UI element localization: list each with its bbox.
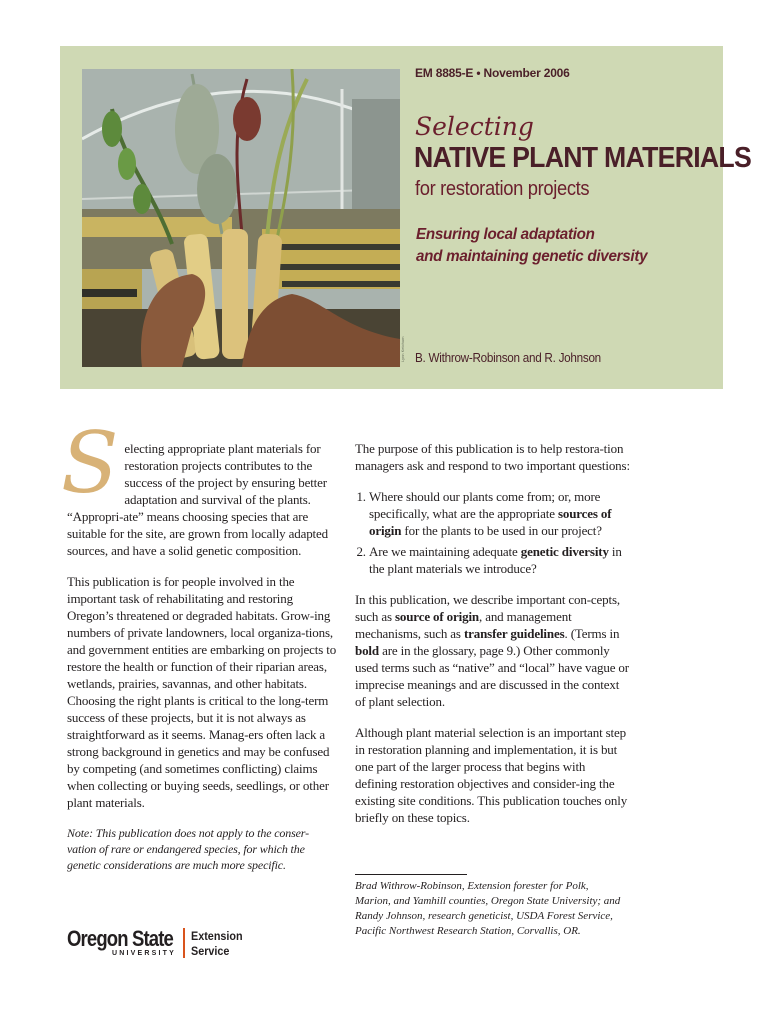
author-affiliations: Brad Withrow-Robinson, Extension forester for Polk, Marion, and Yamhill counties, Oregon State University; and Randy Johnson, research geneticist, USDA Forest Service, Pacific Northwest Research Station, Corvallis, OR. bbox=[355, 880, 621, 937]
page-title: NATIVE PLANT MATERIALS bbox=[414, 142, 752, 174]
term-bold: source of origin bbox=[394, 609, 479, 624]
cover-photo bbox=[82, 69, 400, 367]
list-item: 1. Where should our plants come from; or, more specifically, what are the appropriate sources of origin for the plants to be used in our project? bbox=[369, 488, 630, 539]
left-column bbox=[61, 414, 337, 887]
scope-paragraph: Although plant material selection is an important step in restoration planning and implementation, it is but one part of the larger process that begins with defining restoration objectives and consider-ing the existing site conditions. This publication touches only briefly on these topics. bbox=[355, 725, 628, 825]
list-item: 2. Are we maintaining adequate genetic diversity in the plant materials we introduce? bbox=[369, 543, 630, 577]
logo-oregon-state: Oregon State bbox=[67, 926, 173, 951]
dropcap-letter: S bbox=[61, 414, 119, 512]
logo-extension-service: Extension Service bbox=[191, 929, 243, 958]
body-paragraph: This publication is for people involved in the important task of rehabilitating and restoring Oregon’s threatened or degraded habitats. Grow-ing numbers of private landowners, local organiza-tions, and government entities are embarking on projects to restore the health or function of their riparian areas, wetlands, prairies, savannas, and other habitats. Choosing the right plants is critical to the long-term success of these projects, but it is not always as straightforward as it seems. Manag-ers often lack a strong background in genetics and may be confused by competing (and sometimes conflicting) claims when collecting or buying seeds, seedlings, or other plant materials. bbox=[67, 574, 337, 810]
footnote-divider bbox=[355, 874, 467, 875]
term-bold: genetic diversity bbox=[520, 544, 609, 559]
term-bold: bold bbox=[355, 643, 379, 658]
photo-credit: Lynn Ketchum bbox=[400, 336, 405, 362]
title-selecting: Selecting bbox=[415, 112, 534, 141]
osu-extension-logo bbox=[67, 926, 257, 962]
right-column bbox=[355, 440, 630, 840]
title-subtitle: for restoration projects bbox=[415, 178, 590, 200]
tagline-line-2: and maintaining genetic diversity bbox=[416, 248, 648, 265]
greenhouse-seedlings-illustration bbox=[82, 69, 400, 367]
publication-number: EM 8885-E • November 2006 bbox=[415, 66, 570, 80]
intro-paragraph bbox=[61, 414, 337, 559]
purpose-paragraph: The purpose of this publication is to help restora-tion managers ask and respond to two important questions: bbox=[355, 441, 630, 473]
questions-list bbox=[355, 488, 630, 577]
tagline bbox=[416, 224, 647, 268]
logo-divider bbox=[183, 928, 185, 958]
concepts-paragraph: In this publication, we describe important con-cepts, such as source of origin, and management mechanisms, such as transfer guidelines. (Terms in bold are in the glossary, page 9.) Other commonly used terms such as “native” and “local” have vague or imprecise meanings and are discussed in the context of plant selection. bbox=[355, 592, 629, 709]
authors: B. Withrow-Robinson and R. Johnson bbox=[415, 350, 601, 365]
term-bold: sources of origin bbox=[369, 506, 612, 538]
term-bold: transfer guidelines bbox=[463, 626, 565, 641]
logo-university: UNIVERSITY bbox=[112, 950, 177, 957]
intro-text: electing appropriate plant materials for restoration projects contributes to the success of the project by ensuring better adaptation and survival of the plants. “Appropri-ate” means choosing species that are suitable for the site, are grown from locally adapted sources, and have a solid genetic composition. bbox=[67, 441, 328, 558]
tagline-line-1: Ensuring local adaptation bbox=[416, 226, 595, 243]
note-paragraph: Note: This publication does not apply to the conser-vation of rare or endangered species, for which the genetic considerations are much more specific. bbox=[67, 826, 309, 872]
